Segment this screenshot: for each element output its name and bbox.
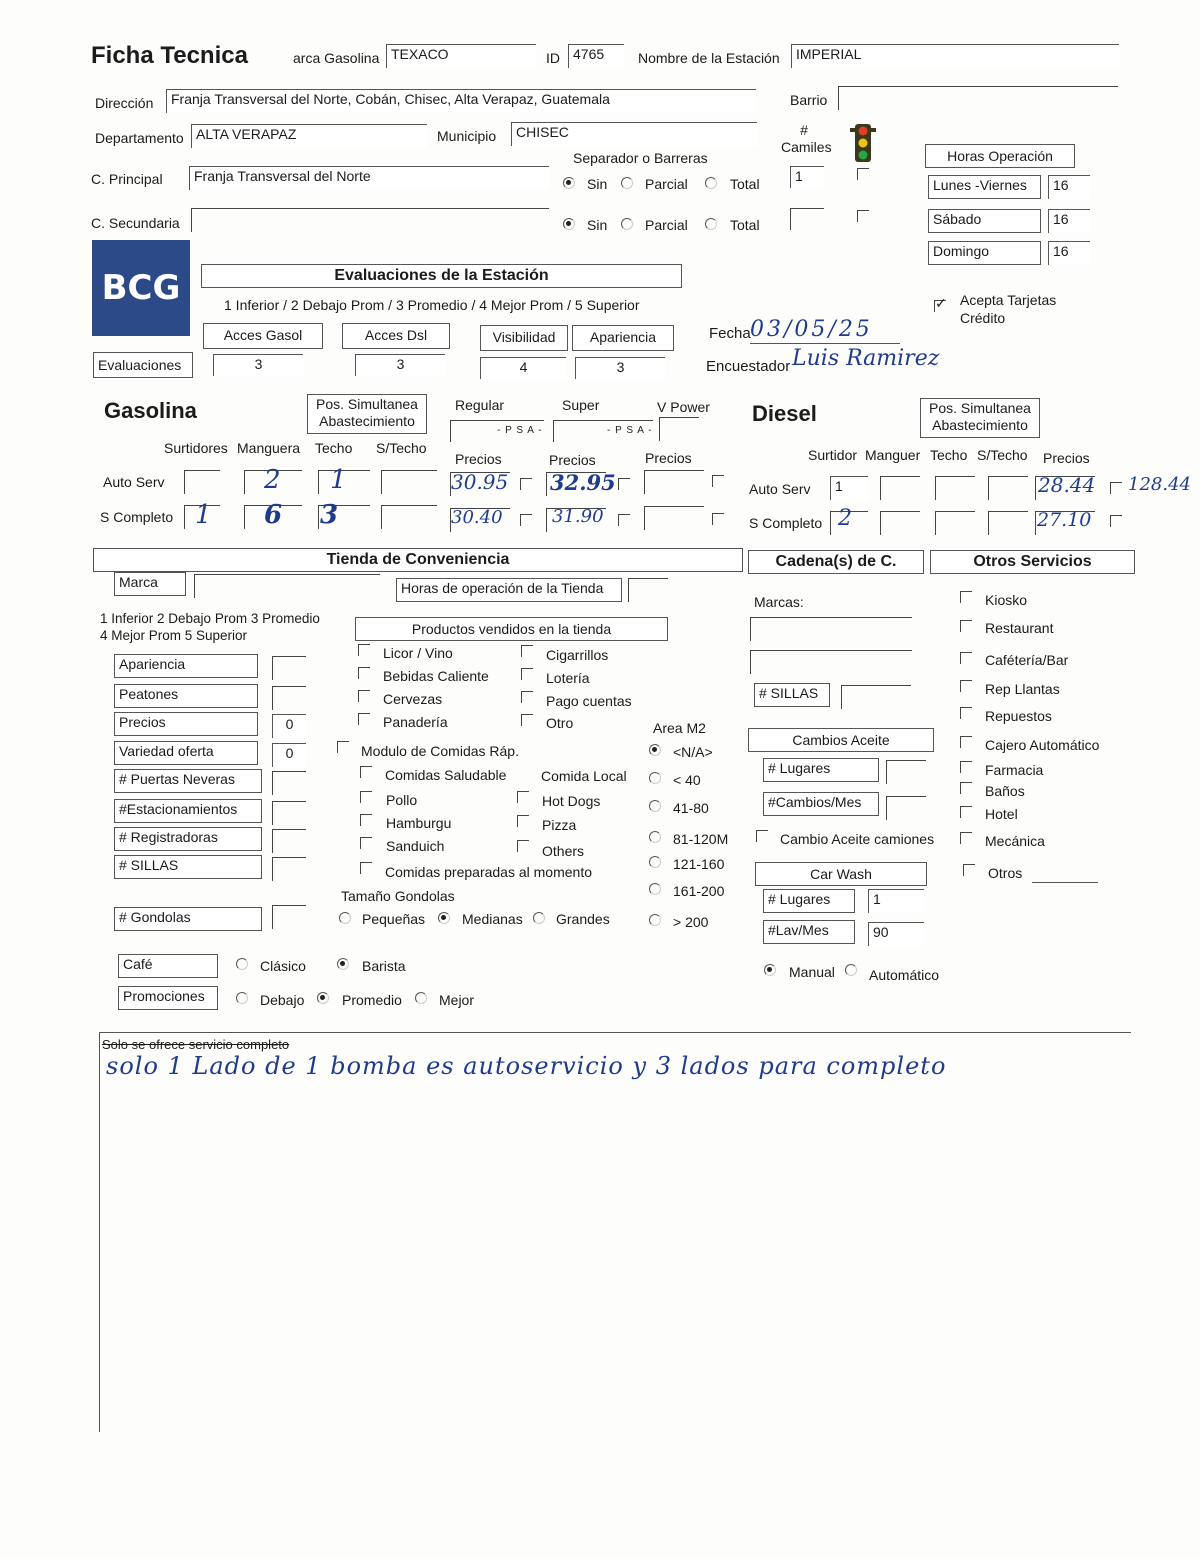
- car-wash-header: Car Wash: [755, 862, 927, 886]
- peatones-field[interactable]: [272, 686, 306, 710]
- modulo-check[interactable]: [337, 741, 349, 753]
- diesel-manguer-label: Manguer: [865, 447, 921, 463]
- form-title: Ficha Tecnica: [91, 42, 248, 69]
- hamburgu-label: Hamburgu: [386, 815, 452, 831]
- evaluaciones-label: Evaluaciones: [93, 352, 193, 378]
- otros-servicios-header: Otros Servicios: [930, 550, 1135, 574]
- pago-label: Pago cuentas: [546, 693, 632, 709]
- clasico-radio[interactable]: [236, 958, 248, 970]
- tienda-sillas-field[interactable]: [272, 857, 306, 881]
- diesel-techo-label: Techo: [930, 447, 968, 463]
- restaurant-label: Restaurant: [985, 620, 1054, 636]
- gas-as-manguera[interactable]: 2: [264, 465, 281, 495]
- tienda-horas-label: Horas de operación de la Tienda: [396, 578, 622, 602]
- tienda-header: Tienda de Conveniencia: [93, 548, 743, 572]
- barrio-label: Barrio: [790, 92, 828, 108]
- cafe-label: Café: [118, 954, 218, 978]
- lav-mes-label: #Lav/Mes: [763, 920, 855, 944]
- automatico-radio[interactable]: [845, 964, 857, 976]
- precios-super-label: Precios: [549, 452, 596, 468]
- diesel-as-stecho[interactable]: [988, 476, 1028, 500]
- cervezas-check[interactable]: [358, 690, 370, 702]
- llantas-label: Rep Llantas: [985, 681, 1060, 697]
- evaluaciones-scale: 1 Inferior / 2 Debajo Prom / 3 Promedio / 4 Mejor Prom / 5 Superior: [224, 297, 640, 313]
- medianas-radio[interactable]: [438, 912, 450, 924]
- cp-sin-radio[interactable]: [563, 177, 575, 189]
- kiosko-label: Kiosko: [985, 592, 1028, 608]
- gas-sc-surtidores[interactable]: 1: [195, 500, 212, 530]
- tienda-sillas-label: # SILLAS: [114, 855, 262, 879]
- lugares-label: # Lugares: [763, 758, 879, 782]
- pequenas-radio[interactable]: [339, 912, 351, 924]
- sanduich-check[interactable]: [360, 837, 372, 849]
- apariencia-label: Apariencia: [114, 654, 258, 678]
- barista-label: Barista: [362, 958, 406, 974]
- mejor-radio[interactable]: [415, 992, 427, 1004]
- grandes-radio[interactable]: [533, 912, 545, 924]
- surtidores-label: Surtidores: [164, 440, 228, 456]
- area-label: Area M2: [653, 720, 706, 736]
- csecundaria-label: C. Secundaria: [91, 215, 180, 231]
- horas-operacion-header: Horas Operación: [925, 144, 1075, 168]
- gas-as-super[interactable]: 32.95: [550, 470, 616, 495]
- gas-sc-stecho[interactable]: [381, 505, 437, 529]
- super-psa-label: - P S A -: [607, 425, 653, 436]
- cambios-mes-label: #Cambios/Mes: [763, 792, 879, 816]
- cp-parcial-radio[interactable]: [621, 177, 633, 189]
- tamano-label: Tamaño Gondolas: [341, 888, 455, 904]
- traffic-light-icon: [849, 124, 877, 162]
- farmacia-check[interactable]: [960, 761, 972, 773]
- peatones-label: Peatones: [114, 684, 258, 708]
- banos-label: Baños: [985, 783, 1025, 799]
- camiones-aceite-label: Cambio Aceite camiones: [780, 831, 935, 847]
- panaderia-label: Panadería: [383, 714, 448, 730]
- area-gt200-radio[interactable]: [649, 914, 661, 926]
- pizza-label: Pizza: [542, 817, 577, 833]
- encuestador-label: Encuestador: [706, 358, 791, 375]
- cigarrillos-label: Cigarrillos: [546, 647, 609, 663]
- departamento-field[interactable]: ALTA VERAPAZ: [191, 124, 427, 148]
- medianas-label: Medianas: [462, 911, 523, 927]
- fecha-label: Fecha: [709, 325, 751, 342]
- eval-acces-dsl[interactable]: 3: [355, 354, 445, 376]
- variedad-label: Variedad oferta: [114, 741, 258, 765]
- lunes-viernes-label: Lunes -Viernes: [928, 175, 1041, 199]
- nombre-field[interactable]: IMPERIAL: [791, 44, 1119, 68]
- registradoras-field[interactable]: [272, 829, 306, 853]
- cadena-sillas-field[interactable]: [841, 685, 911, 709]
- gasolina-pos-simultanea: Pos. Simultanea Abastecimiento: [307, 394, 427, 434]
- gas-as-surtidores[interactable]: [184, 470, 220, 494]
- lunes-viernes-value[interactable]: 16: [1048, 175, 1090, 199]
- tienda-horas-field[interactable]: [628, 578, 668, 602]
- cafeteria-label: Cafétería/Bar: [985, 652, 1069, 668]
- cafeteria-check[interactable]: [960, 652, 972, 664]
- licor-check[interactable]: [358, 644, 370, 656]
- tienda-scale-2: 4 Mejor Prom 5 Superior: [100, 628, 248, 643]
- precios-label: Precios: [114, 712, 258, 736]
- gas-sc-techo[interactable]: 3: [320, 500, 339, 530]
- cambios-mes-field[interactable]: [886, 796, 926, 820]
- diesel-stecho-label: S/Techo: [977, 447, 1028, 463]
- comida-local-label: Comida Local: [541, 768, 627, 784]
- tienda-marca-field[interactable]: [194, 574, 380, 598]
- hotdogs-label: Hot Dogs: [542, 793, 601, 809]
- cw-lugares-field[interactable]: 1: [868, 889, 924, 913]
- llantas-check[interactable]: [960, 680, 972, 692]
- repuestos-label: Repuestos: [985, 708, 1052, 724]
- diesel-precios-label: Precios: [1043, 450, 1090, 466]
- diesel-as-precio[interactable]: 28.44: [1038, 473, 1096, 497]
- cajero-check[interactable]: [960, 736, 972, 748]
- diesel-as-manguer[interactable]: [880, 476, 920, 500]
- otro-label: Otro: [546, 715, 574, 731]
- cp-total-radio[interactable]: [705, 177, 717, 189]
- barista-radio[interactable]: [337, 958, 349, 970]
- barrio-field[interactable]: [838, 86, 1118, 110]
- notes-handwritten[interactable]: solo 1 Lado de 1 bomba es autoservicio y 3 lados para completo: [106, 1052, 947, 1080]
- camiones-field-2[interactable]: [790, 208, 824, 230]
- mejor-label: Mejor: [439, 992, 475, 1008]
- area-na-label: <N/A>: [673, 744, 713, 760]
- clasico-label: Clásico: [260, 958, 306, 974]
- cervezas-label: Cervezas: [383, 691, 443, 707]
- municipio-label: Municipio: [437, 128, 497, 144]
- diesel-sc-precio-check[interactable]: [1110, 515, 1122, 527]
- notes-printed: Solo se ofrece servicio completo: [102, 1037, 290, 1052]
- cs-parcial-label: Parcial: [645, 217, 688, 233]
- gas-as-vpower-check[interactable]: [712, 475, 724, 487]
- vpower-psa-field[interactable]: [659, 417, 699, 441]
- area-40-radio[interactable]: [649, 772, 661, 784]
- gas-s-completo-label: S Completo: [100, 509, 174, 525]
- cs-sin-label: Sin: [587, 217, 608, 233]
- panaderia-check[interactable]: [358, 713, 370, 725]
- estacionamientos-label: #Estacionamientos: [114, 799, 262, 823]
- sanduich-label: Sanduich: [386, 838, 445, 854]
- cs-total-radio[interactable]: [705, 218, 717, 230]
- gas-as-regular-check[interactable]: [520, 478, 532, 490]
- hamburgu-check[interactable]: [360, 814, 372, 826]
- cajero-label: Cajero Automático: [985, 737, 1100, 753]
- puertas-label: # Puertas Neveras: [114, 769, 262, 793]
- eval-apariencia[interactable]: 3: [575, 357, 665, 379]
- visibilidad-header: Visibilidad: [480, 325, 568, 351]
- productos-header: Productos vendidos en la tienda: [355, 617, 668, 641]
- gas-sc-manguera[interactable]: 6: [264, 500, 283, 530]
- area-160-label: 121-160: [673, 856, 725, 872]
- cadena-header: Cadena(s) de C.: [748, 550, 924, 574]
- preparadas-check[interactable]: [360, 862, 372, 874]
- pollo-label: Pollo: [386, 792, 418, 808]
- cprincipal-field[interactable]: Franja Transversal del Norte: [189, 166, 549, 190]
- direccion-label: Dirección: [95, 95, 154, 111]
- cs-total-label: Total: [730, 217, 760, 233]
- registradoras-label: # Registradoras: [114, 827, 262, 851]
- bcg-logo: [92, 240, 190, 336]
- diesel-as-techo[interactable]: [935, 476, 975, 500]
- gas-auto-serv-label: Auto Serv: [103, 474, 165, 490]
- evaluaciones-header: Evaluaciones de la Estación: [201, 264, 682, 288]
- nombre-label: Nombre de la Estación: [638, 50, 780, 66]
- puertas-field[interactable]: [272, 771, 306, 795]
- manual-radio[interactable]: [764, 964, 776, 976]
- vpower-label: V Power: [657, 399, 710, 415]
- promedio-radio[interactable]: [317, 992, 329, 1004]
- gondolas-field[interactable]: [272, 905, 306, 929]
- pequenas-label: Pequeñas: [362, 911, 426, 927]
- cadena-marca-field-2[interactable]: [750, 650, 912, 674]
- modulo-label: Modulo de Comidas Ráp.: [361, 743, 519, 759]
- area-160-radio[interactable]: [649, 856, 661, 868]
- id-label: ID: [546, 50, 560, 66]
- loteria-check[interactable]: [521, 668, 533, 680]
- marca-label: arca Gasolina: [293, 50, 380, 66]
- precios-regular-label: Precios: [455, 451, 502, 467]
- cs-parcial-radio[interactable]: [621, 218, 633, 230]
- domingo-value[interactable]: 16: [1048, 241, 1090, 265]
- cadena-marca-field-1[interactable]: [750, 617, 912, 641]
- cp-total-label: Total: [730, 176, 760, 192]
- acepta-tarjetas-checkbox[interactable]: ✓: [935, 295, 947, 311]
- area-120-radio[interactable]: [649, 831, 661, 843]
- gondolas-label: # Gondolas: [114, 907, 262, 931]
- area-120-label: 81-120M: [673, 831, 729, 847]
- regular-label: Regular: [455, 397, 505, 413]
- otros-check[interactable]: [963, 864, 975, 876]
- camiones-field[interactable]: 1: [790, 166, 824, 188]
- apariencia-header: Apariencia: [572, 325, 674, 351]
- diesel-as-precio-check[interactable]: [1110, 482, 1122, 494]
- others-label: Others: [542, 843, 585, 859]
- cp-parcial-label: Parcial: [645, 176, 688, 192]
- marca-field[interactable]: TEXACO: [386, 44, 536, 68]
- fecha-value[interactable]: 03/05/25: [750, 317, 873, 342]
- diesel-sc-techo[interactable]: [935, 511, 975, 535]
- farmacia-label: Farmacia: [985, 762, 1044, 778]
- cprincipal-label: C. Principal: [91, 171, 163, 187]
- csecundaria-field[interactable]: [191, 208, 549, 232]
- precios-field[interactable]: 0: [272, 714, 306, 738]
- cp-sin-label: Sin: [587, 176, 608, 192]
- gas-as-super-check[interactable]: [618, 478, 630, 490]
- apariencia-field[interactable]: [272, 656, 306, 680]
- mecanica-check[interactable]: [960, 832, 972, 844]
- direccion-field[interactable]: Franja Transversal del Norte, Cobán, Chisec, Alta Verapaz, Guatemala: [166, 89, 756, 113]
- pago-check[interactable]: [521, 691, 533, 703]
- area-80-radio[interactable]: [649, 800, 661, 812]
- stecho-label: S/Techo: [376, 440, 427, 456]
- diesel-sc-precio[interactable]: 27.10: [1037, 509, 1092, 531]
- diesel-auto-serv-label: Auto Serv: [749, 481, 811, 497]
- hotel-label: Hotel: [985, 806, 1018, 822]
- pizza-check[interactable]: [517, 815, 529, 827]
- acces-gasol-header: Acces Gasol: [203, 323, 323, 349]
- others-check[interactable]: [517, 840, 529, 852]
- cw-lugares-label: # Lugares: [763, 889, 855, 913]
- restaurant-check[interactable]: [960, 620, 972, 632]
- promedio-label: Promedio: [342, 992, 402, 1008]
- gas-as-vpower-field[interactable]: [644, 470, 704, 494]
- area-gt200-label: > 200: [673, 914, 709, 930]
- cambios-aceite-header: Cambios Aceite: [748, 728, 934, 752]
- diesel-title: Diesel: [752, 401, 817, 426]
- saludable-label: Comidas Saludable: [385, 767, 507, 783]
- hotdogs-check[interactable]: [517, 791, 529, 803]
- estacionamientos-field[interactable]: [272, 801, 306, 825]
- area-200-radio[interactable]: [649, 883, 661, 895]
- debajo-label: Debajo: [260, 992, 305, 1008]
- hotel-check[interactable]: [960, 806, 972, 818]
- diesel-sc-surtidor[interactable]: 2: [838, 506, 852, 531]
- acces-dsl-header: Acces Dsl: [342, 323, 450, 349]
- otro-check[interactable]: [521, 714, 533, 726]
- manguera-label: Manguera: [237, 440, 301, 456]
- gasolina-title: Gasolina: [104, 398, 197, 423]
- notes-left-border: [99, 1032, 100, 1432]
- preparadas-label: Comidas preparadas al momento: [385, 864, 592, 880]
- diesel-sc-stecho[interactable]: [988, 511, 1028, 535]
- otros-label: Otros: [988, 865, 1023, 881]
- area-200-label: 161-200: [673, 883, 725, 899]
- tienda-marca-label: Marca: [114, 572, 186, 596]
- area-na-radio[interactable]: [649, 744, 661, 756]
- grandes-label: Grandes: [556, 911, 610, 927]
- separador-label: Separador o Barreras: [573, 150, 708, 166]
- eval-acces-gasol[interactable]: 3: [213, 354, 303, 376]
- gas-sc-vpower-check[interactable]: [712, 513, 724, 525]
- fecha-underline: [750, 343, 900, 344]
- regular-psa-label: - P S A -: [497, 425, 543, 436]
- municipio-field[interactable]: CHISEC: [511, 122, 757, 146]
- area-80-label: 41-80: [673, 800, 709, 816]
- cigarrillos-check[interactable]: [521, 645, 533, 657]
- bcg-logo-text: BCG: [101, 268, 181, 308]
- gas-sc-regular[interactable]: 30.40: [451, 507, 503, 528]
- precios-vpower-label: Precios: [645, 450, 692, 466]
- encuestador-value[interactable]: Luis Ramirez: [792, 346, 940, 371]
- mecanica-label: Mecánica: [985, 833, 1045, 849]
- lav-mes-field[interactable]: 90: [868, 922, 924, 946]
- camiones-aceite-check[interactable]: [756, 830, 768, 842]
- cs-sin-radio[interactable]: [563, 218, 575, 230]
- diesel-surtidor-label: Surtidor: [808, 447, 858, 463]
- cadena-marcas-label: Marcas:: [754, 594, 804, 610]
- loteria-label: Lotería: [546, 670, 590, 686]
- bebidas-check[interactable]: [358, 667, 370, 679]
- otros-underline: [1032, 882, 1098, 883]
- gas-as-techo[interactable]: 1: [330, 465, 347, 495]
- promociones-label: Promociones: [118, 986, 218, 1010]
- acepta-tarjetas-label: Acepta Tarjetas Crédito: [960, 292, 1057, 326]
- sabado-value[interactable]: 16: [1048, 209, 1090, 233]
- id-field[interactable]: 4765: [568, 44, 624, 68]
- debajo-radio[interactable]: [236, 992, 248, 1004]
- diesel-sc-manguer[interactable]: [880, 511, 920, 535]
- lugares-field[interactable]: [886, 760, 926, 784]
- tienda-scale-1: 1 Inferior 2 Debajo Prom 3 Promedio: [100, 611, 320, 626]
- pollo-check[interactable]: [360, 791, 372, 803]
- saludable-check[interactable]: [360, 766, 372, 778]
- gas-as-regular[interactable]: 30.95: [451, 470, 509, 494]
- variedad-field[interactable]: 0: [272, 743, 306, 767]
- area-40-label: < 40: [673, 772, 701, 788]
- diesel-s-completo-label: S Completo: [749, 515, 823, 531]
- cadena-sillas-label: # SILLAS: [754, 683, 830, 707]
- domingo-label: Domingo: [928, 241, 1041, 265]
- eval-visibilidad[interactable]: 4: [480, 357, 566, 379]
- diesel-as-extra: 128.44: [1128, 474, 1191, 495]
- gas-as-stecho[interactable]: [381, 470, 437, 494]
- bebidas-label: Bebidas Caliente: [383, 668, 489, 684]
- automatico-label: Automático: [869, 967, 940, 983]
- gas-sc-super-check[interactable]: [618, 514, 630, 526]
- gas-sc-vpower-field[interactable]: [644, 506, 704, 530]
- departamento-label: Departamento: [95, 130, 184, 146]
- diesel-pos-simultanea: Pos. Simultanea Abastecimiento: [920, 398, 1040, 438]
- manual-label: Manual: [789, 964, 835, 980]
- sabado-label: Sábado: [928, 209, 1041, 233]
- camiones-check-1[interactable]: [857, 168, 869, 180]
- repuestos-check[interactable]: [960, 707, 972, 719]
- kiosko-check[interactable]: [960, 591, 972, 603]
- gas-sc-regular-check[interactable]: [520, 514, 532, 526]
- licor-label: Licor / Vino: [383, 645, 453, 661]
- gas-sc-super[interactable]: 31.90: [552, 506, 604, 527]
- camiones-check-2[interactable]: [857, 210, 869, 222]
- banos-check[interactable]: [960, 782, 972, 794]
- diesel-as-surtidor[interactable]: 1: [830, 476, 868, 500]
- camiones-label: # Camiles: [781, 122, 832, 155]
- super-label: Super: [562, 397, 600, 413]
- notes-top-border: [99, 1032, 1131, 1033]
- techo-label: Techo: [315, 440, 353, 456]
